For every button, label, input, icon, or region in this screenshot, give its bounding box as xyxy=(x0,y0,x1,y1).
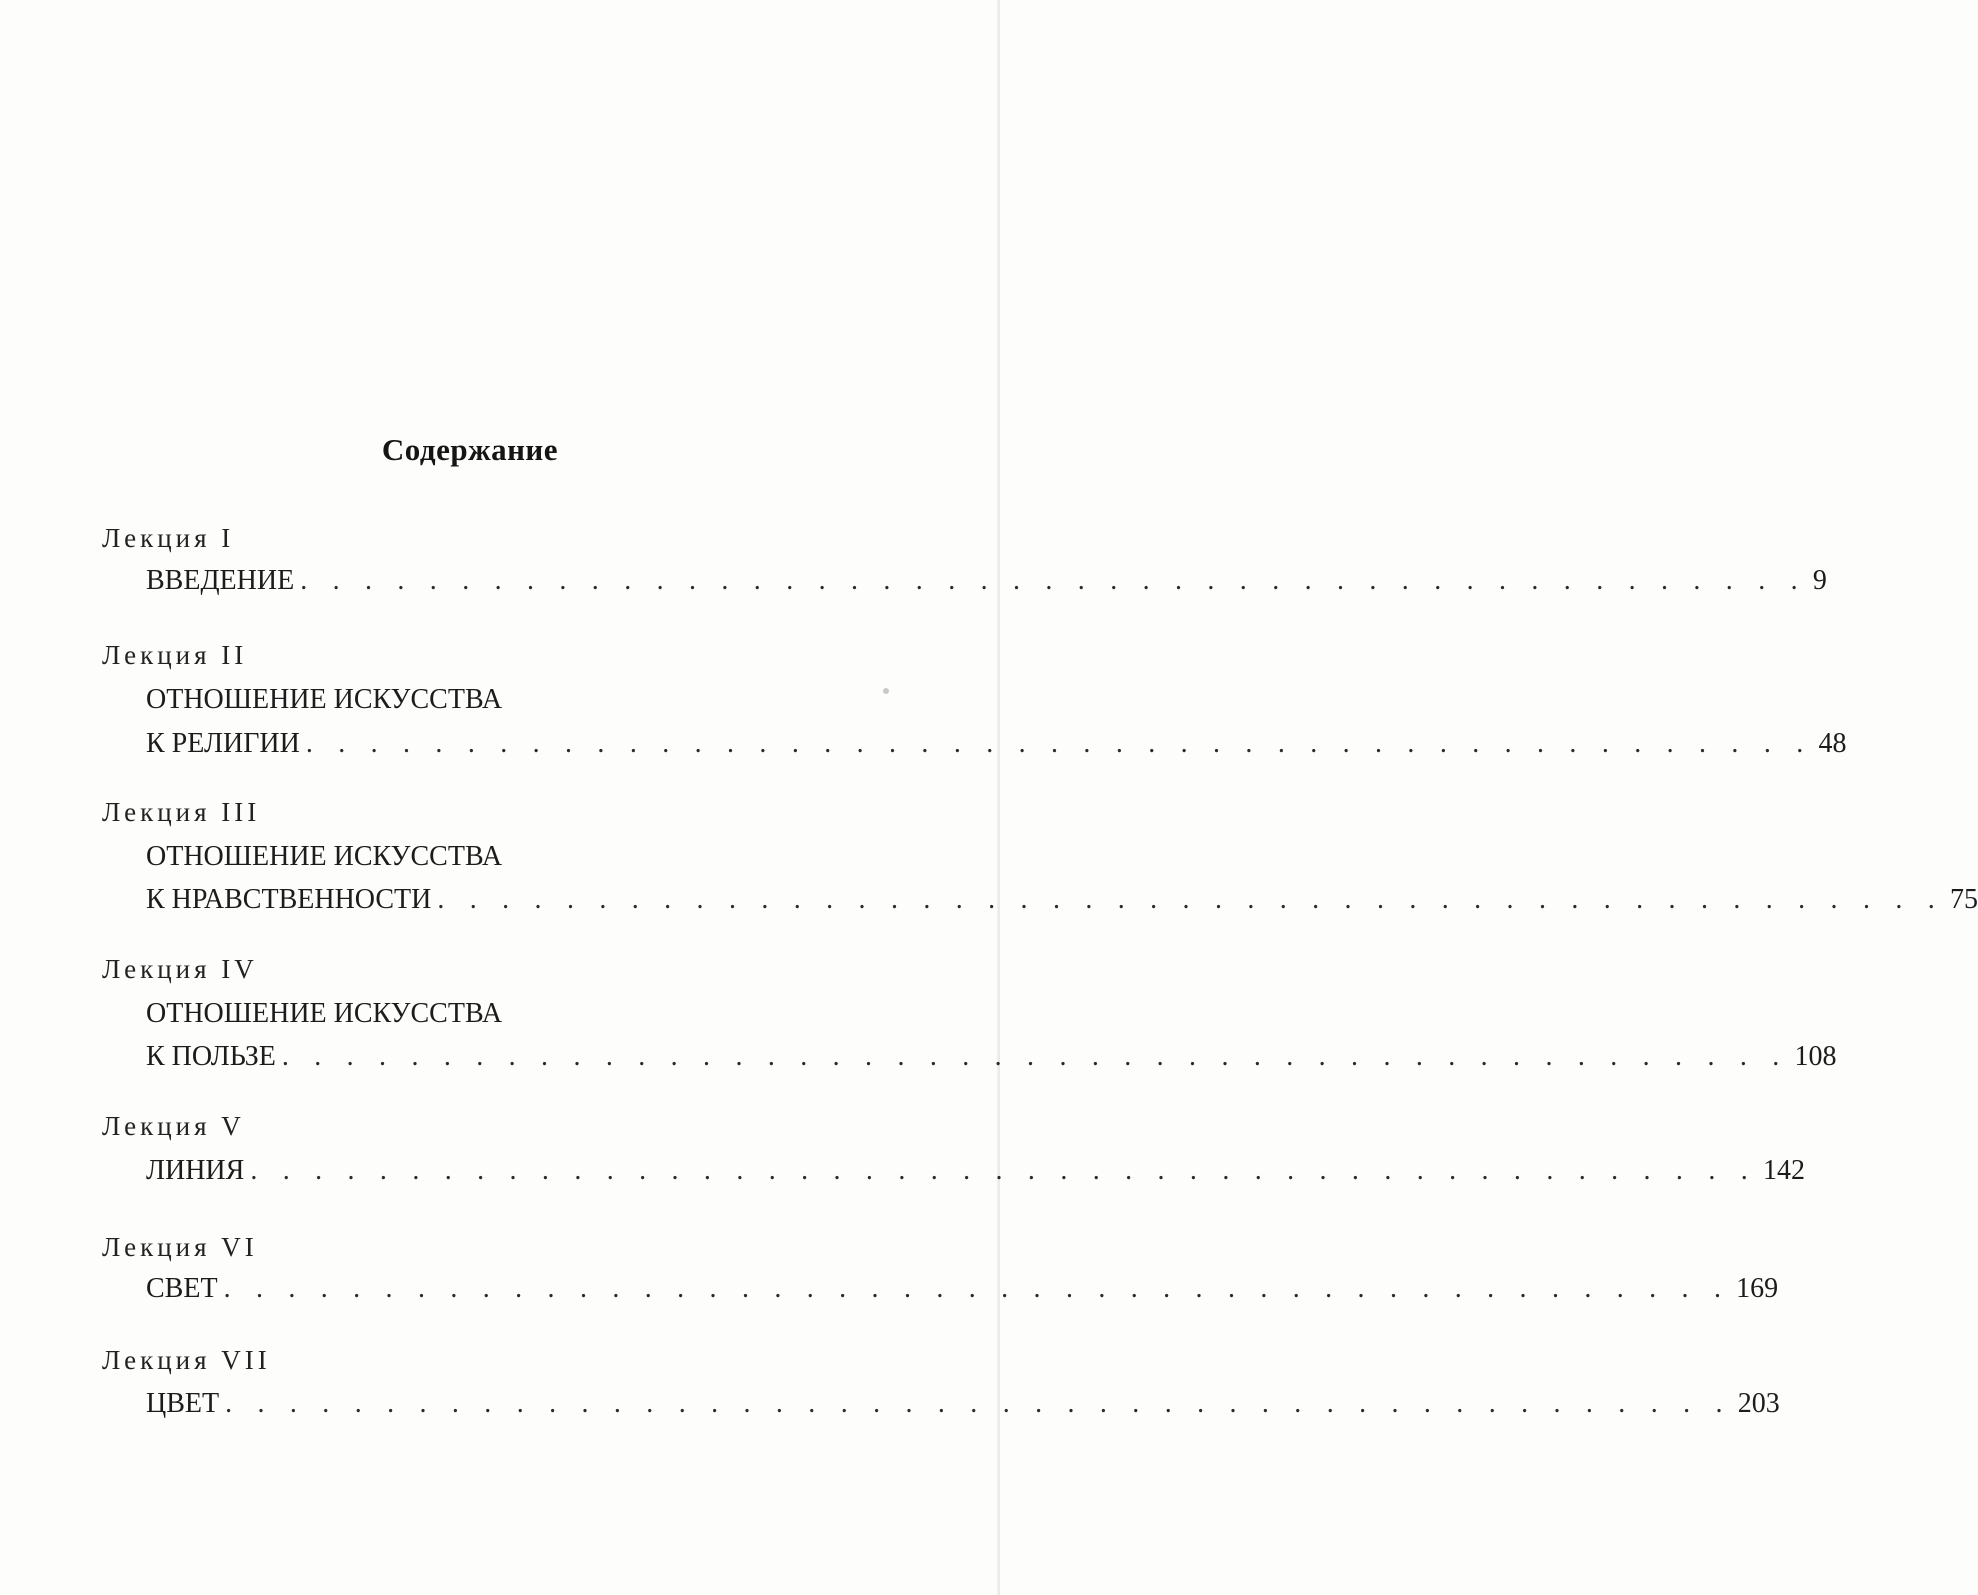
dot-leader: . . . . . . . . . . . . . . . . . . . . . . . . . . . . . . . . . . . . . . . . . . . . . . . xyxy=(281,1041,1789,1072)
dot-leader: . . . . . . . . . . . . . . . . . . . . . . . . . . . . . . . . . . . . . . . . . . . . . . . xyxy=(223,1273,1731,1304)
lecture-label: Лекция VII xyxy=(102,1345,271,1375)
page-edge-shadow xyxy=(997,0,1000,1595)
lecture-label: Лекция VI xyxy=(102,1232,258,1262)
lecture-label: Лекция V xyxy=(102,1111,245,1141)
chapter-title-line-1: ОТНОШЕНИЕ ИСКУССТВА xyxy=(146,684,503,715)
lecture-label: Лекция III xyxy=(102,797,261,827)
lecture-label: Лекция II xyxy=(102,640,248,670)
toc-line xyxy=(146,1273,1779,1313)
chapter-title: К ПОЛЬЗЕ xyxy=(146,1041,276,1072)
page-number: 48 xyxy=(1818,728,1847,759)
chapter-title-line-1: ОТНОШЕНИЕ ИСКУССТВА xyxy=(146,841,503,872)
chapter-title: СВЕТ xyxy=(146,1273,218,1304)
dot-leader: . . . . . . . . . . . . . . . . . . . . . . . . . . . . . . . . . . . . . . . . . . . . . . . xyxy=(437,884,1944,915)
page-number: 75 xyxy=(1949,884,1978,915)
dot-leader: . . . . . . . . . . . . . . . . . . . . . . . . . . . . . . . . . . . . . . . . . . . . . . . xyxy=(250,1155,1757,1186)
lecture-label: Лекция I xyxy=(102,523,235,553)
dot-leader: . . . . . . . . . . . . . . . . . . . . . . . . . . . . . . . . . . . . . . . . . . . . . . . xyxy=(305,728,1813,759)
page-number: 108 xyxy=(1794,1041,1837,1072)
toc-line xyxy=(146,1388,1780,1428)
scan-speck xyxy=(883,688,889,694)
dot-leader: . . . . . . . . . . . . . . . . . . . . . . . . . . . . . . . . . . . . . . . . . . . . . . . xyxy=(300,565,1807,596)
lecture-label: Лекция IV xyxy=(102,954,258,984)
page-number: 142 xyxy=(1762,1155,1805,1186)
page-number: 203 xyxy=(1737,1388,1780,1419)
chapter-title-line-1: ОТНОШЕНИЕ ИСКУССТВА xyxy=(146,998,503,1029)
toc-line xyxy=(146,1155,1805,1195)
page-number: 169 xyxy=(1736,1273,1779,1304)
chapter-title: ВВЕДЕНИЕ xyxy=(146,565,295,596)
page-title: Содержание xyxy=(381,432,559,467)
toc-line xyxy=(146,728,1847,768)
chapter-title: К НРАВСТВЕННОСТИ xyxy=(146,884,432,915)
toc-line xyxy=(146,565,1827,605)
page-number: 9 xyxy=(1812,565,1827,596)
toc-line xyxy=(146,884,1978,924)
chapter-title: К РЕЛИГИИ xyxy=(146,728,300,759)
dot-leader: . . . . . . . . . . . . . . . . . . . . . . . . . . . . . . . . . . . . . . . . . . . . . . . xyxy=(225,1388,1732,1419)
chapter-title: ЦВЕТ xyxy=(146,1388,220,1419)
toc-line xyxy=(146,1041,1837,1081)
chapter-title: ЛИНИЯ xyxy=(146,1155,245,1186)
